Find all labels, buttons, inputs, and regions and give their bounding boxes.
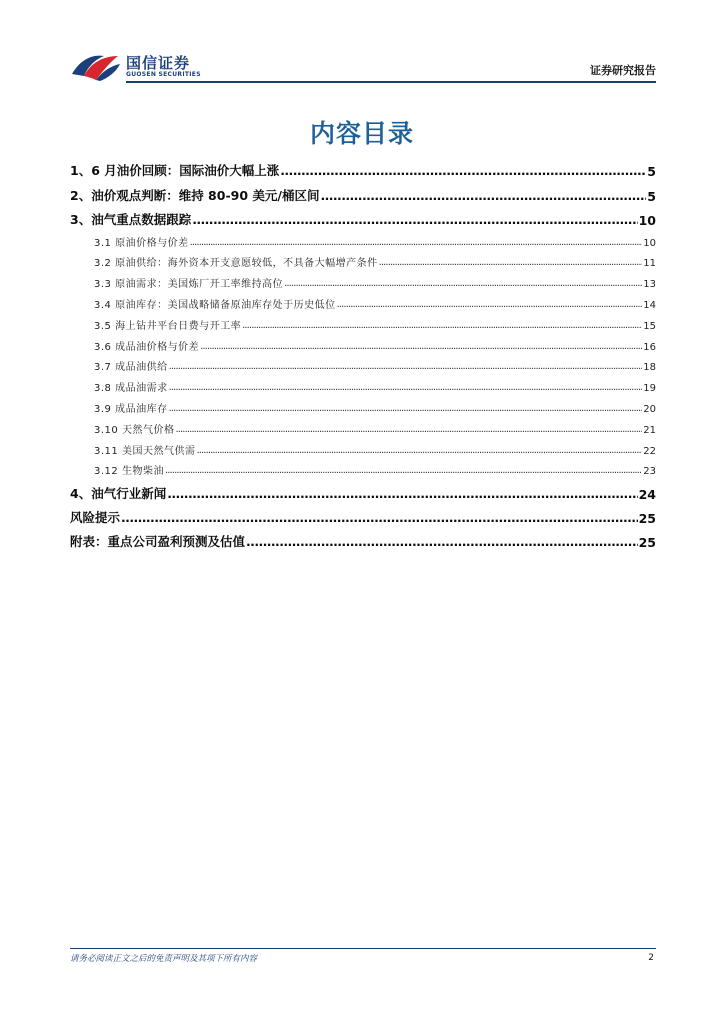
toc-entry-page: 25	[638, 511, 656, 527]
toc-entry-title: 3、油气重点数据跟踪	[70, 211, 192, 227]
toc-dot-leader	[167, 486, 637, 502]
logo-english-name: GUOSEN SECURITIES	[126, 71, 201, 78]
toc-entry[interactable]	[70, 179, 656, 203]
logo-chinese-name: 国信证券	[126, 54, 191, 72]
toc-entry-title: 附表：重点公司盈利预测及估值	[70, 534, 246, 550]
toc-entry[interactable]	[70, 228, 656, 249]
toc-dot-leader	[196, 445, 642, 457]
toc-dot-leader	[280, 163, 646, 179]
toc-entry[interactable]	[70, 502, 656, 526]
toc-entry[interactable]	[70, 436, 656, 457]
toc-entry-page: 20	[643, 404, 656, 416]
toc-entry-title: 4、油气行业新闻	[70, 485, 167, 501]
toc-entry-page: 24	[638, 486, 656, 502]
toc-entry-title: 3.6 成品油价格与价差	[94, 341, 200, 353]
toc-dot-leader	[169, 361, 643, 373]
toc-entry-title: 3.12 生物柴油	[94, 466, 164, 478]
toc-dot-leader	[379, 257, 643, 269]
toc-entry-title: 3.1 原油价格与价差	[94, 237, 189, 249]
toc-dot-leader	[121, 510, 638, 526]
toc-entry-page: 25	[638, 535, 656, 551]
footer-disclaimer: 请务必阅读正文之后的免责声明及其项下所有内容	[70, 954, 258, 964]
header-divider	[126, 81, 656, 83]
page-number: 2	[648, 953, 654, 963]
toc-entry-page: 5	[647, 164, 656, 180]
toc-entry-title: 3.2 原油供给：海外资本开支意愿较低，不具备大幅增产条件	[94, 258, 378, 270]
toc-entry-page: 14	[643, 300, 656, 312]
toc-dot-leader	[190, 237, 643, 249]
toc-entry-page: 11	[643, 258, 656, 270]
toc-entry-title: 3.8 成品油需求	[94, 383, 168, 395]
toc-entry[interactable]	[70, 373, 656, 394]
guosen-logo-icon	[70, 50, 122, 82]
toc-entry-page: 10	[643, 237, 656, 249]
toc-dot-leader	[242, 320, 642, 332]
toc-entry-title: 风险提示	[70, 510, 121, 526]
toc-entry[interactable]	[70, 332, 656, 353]
toc-entry-page: 18	[643, 362, 656, 374]
toc-entry[interactable]	[70, 526, 656, 550]
toc-entry[interactable]	[70, 204, 656, 228]
toc-dot-leader	[175, 424, 642, 436]
toc-entry[interactable]	[70, 269, 656, 290]
toc-entry-title: 3.9 成品油库存	[94, 404, 168, 416]
toc-entry-title: 3.10 天然气价格	[94, 424, 175, 436]
toc-entry-page: 21	[643, 424, 656, 436]
toc-entry-title: 3.4 原油库存：美国战略储备原油库存处于历史低位	[94, 300, 336, 312]
toc-dot-leader	[165, 465, 642, 477]
toc-entry-page: 10	[638, 212, 656, 228]
toc-entry[interactable]	[70, 477, 656, 501]
toc-dot-leader	[320, 188, 646, 204]
toc-entry-page: 15	[643, 320, 656, 332]
page-header	[70, 50, 656, 84]
toc-entry[interactable]	[70, 415, 656, 436]
toc-dot-leader	[200, 341, 642, 353]
table-of-contents	[70, 155, 656, 550]
toc-entry-page: 13	[643, 279, 656, 291]
toc-entry-title: 3.7 成品油供给	[94, 362, 168, 374]
report-type-label: 证券研究报告	[590, 64, 656, 77]
footer-divider	[70, 948, 656, 949]
toc-dot-leader	[337, 299, 643, 311]
toc-entry-title: 3.3 原油需求：美国炼厂开工率维持高位	[94, 279, 284, 291]
toc-entry-page: 19	[643, 383, 656, 395]
toc-entry-page: 16	[643, 341, 656, 353]
toc-dot-leader	[192, 212, 637, 228]
toc-entry[interactable]	[70, 155, 656, 179]
toc-entry-title: 3.11 美国天然气供需	[94, 445, 196, 457]
toc-entry-title: 3.5 海上钻井平台日费与开工率	[94, 320, 242, 332]
toc-entry-title: 2、油价观点判断：维持 80-90 美元/桶区间	[70, 187, 320, 203]
toc-dot-leader	[284, 278, 642, 290]
toc-entry-page: 5	[647, 188, 656, 204]
toc-entry[interactable]	[70, 311, 656, 332]
toc-dot-leader	[246, 534, 638, 550]
toc-entry-title: 1、6 月油价回顾：国际油价大幅上涨	[70, 163, 280, 179]
toc-entry[interactable]	[70, 394, 656, 415]
toc-entry[interactable]	[70, 353, 656, 374]
toc-entry[interactable]	[70, 249, 656, 270]
toc-title: 内容目录	[309, 119, 414, 148]
toc-entry[interactable]	[70, 457, 656, 478]
toc-dot-leader	[169, 382, 643, 394]
guosen-logo	[70, 50, 210, 82]
toc-entry-page: 23	[643, 466, 656, 478]
toc-entry-page: 22	[643, 445, 656, 457]
toc-entry[interactable]	[70, 290, 656, 311]
toc-dot-leader	[169, 403, 643, 415]
